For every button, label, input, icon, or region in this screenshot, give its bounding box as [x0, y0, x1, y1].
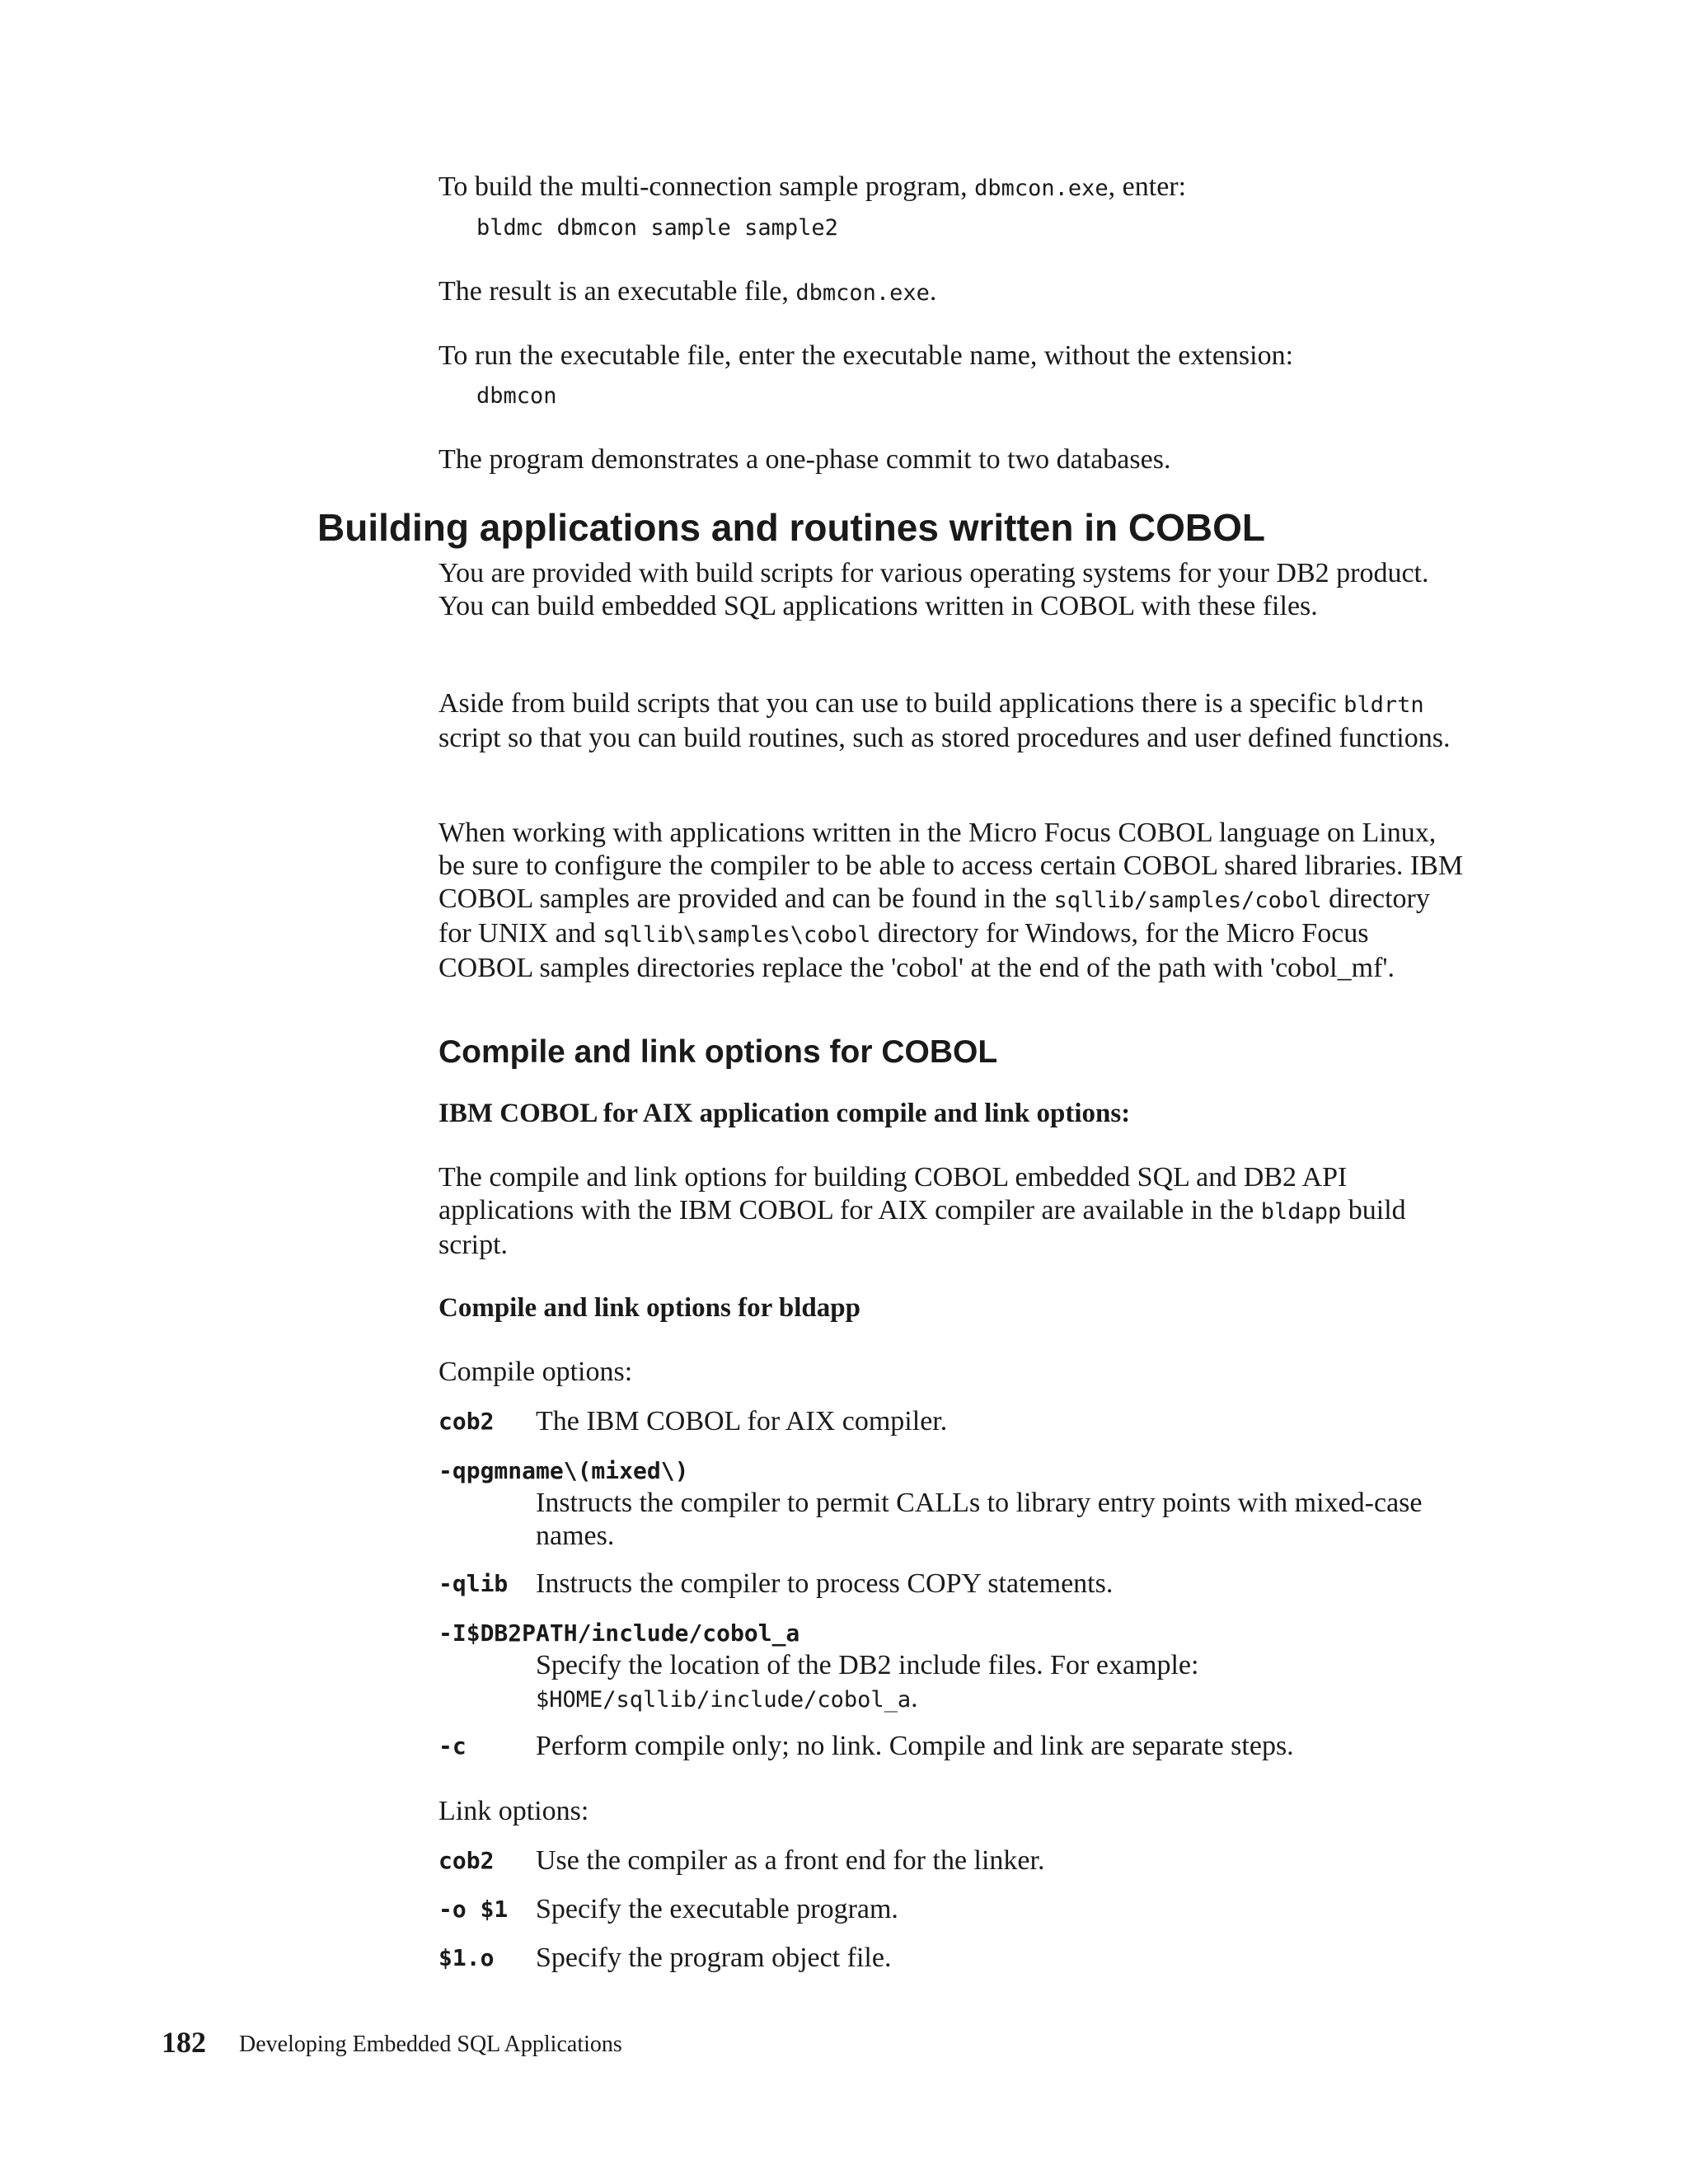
text-span: When working with applications written in the Micro Focus COBOL language on Linux, be sure to configure the compiler to be able to access certain COBOL shared libraries. IBM COBOL samples are provided and can be found in the	[438, 818, 1464, 914]
text-span: To build the multi-connection sample program,	[438, 171, 975, 202]
demo-text: The program demonstrates a one-phase commit to two databases.	[438, 444, 1171, 475]
text-span: .	[929, 276, 937, 307]
code-inline: sqllib/samples/cobol	[1053, 888, 1322, 913]
text-span: Aside from build scripts that you can use to build applications there is a specific	[438, 688, 1344, 719]
section-para-3	[438, 817, 1469, 985]
option-term: -I$DB2PATH/include/cobol_a	[438, 1619, 800, 1647]
code-inline: $HOME/sqllib/include/cobol_a	[536, 1687, 912, 1713]
option-term: -qlib	[438, 1570, 509, 1597]
text-span: , enter:	[1108, 171, 1187, 202]
aix-options-heading: IBM COBOL for AIX application compile and link options:	[438, 1099, 1131, 1128]
text-span: build script.	[438, 1195, 1406, 1260]
bldapp-options-heading: Compile and link options for bldapp	[438, 1293, 860, 1323]
option-description: Specify the executable program.	[536, 1894, 898, 1924]
run-instruction: To run the executable file, enter the executable name, without the extension:	[438, 340, 1294, 371]
section-para-2	[438, 687, 1469, 755]
text-span: Specify the location of the DB2 include files. For example:	[536, 1650, 1199, 1680]
option-description: Perform compile only; no link. Compile and link are separate steps.	[536, 1731, 1294, 1761]
code-inline: bldapp	[1260, 1199, 1342, 1225]
option-description: The IBM COBOL for AIX compiler.	[536, 1406, 948, 1436]
option-description: Specify the program object file.	[536, 1943, 892, 1973]
code-inline: sqllib\samples\cobol	[603, 922, 871, 948]
build-command: bldmc dbmcon sample sample2	[476, 215, 838, 241]
code-inline: bldrtn	[1343, 692, 1424, 718]
text-span: directory for UNIX and	[438, 883, 1430, 949]
option-term: cob2	[438, 1847, 495, 1874]
result-text	[438, 275, 1469, 310]
code-inline: dbmcon.exe	[795, 280, 930, 306]
text-span: .	[911, 1683, 918, 1713]
compile-options-label: Compile options:	[438, 1357, 633, 1387]
section-para-1: You are provided with build scripts for various operating systems for your DB2 product. You can build embedded SQL applications written in COBOL with these files.	[438, 558, 1429, 621]
text-span: The result is an executable file,	[438, 276, 796, 307]
option-description: Use the compiler as a front end for the linker.	[536, 1845, 1045, 1876]
build-instruction	[438, 171, 1469, 205]
link-options-label: Link options:	[438, 1796, 589, 1826]
text-span: script so that you can build routines, such as stored procedures and user defined functions.	[438, 723, 1451, 753]
section-heading: Building applications and routines written in COBOL	[317, 506, 1266, 549]
option-description: Instructs the compiler to process COPY statements.	[536, 1568, 1114, 1599]
option-description: Instructs the compiler to permit CALLs to library entry points with mixed-case names.	[536, 1488, 1423, 1551]
subsection-heading: Compile and link options for COBOL	[438, 1034, 998, 1070]
option-description	[536, 1649, 1467, 1717]
option-term: -c	[438, 1732, 467, 1760]
aix-options-para	[438, 1161, 1469, 1262]
text-span: directory for Windows, for the Micro Focus COBOL samples directories replace the 'cobol' at the end of the path with 'cobol_mf'.	[438, 918, 1395, 983]
text-span: The compile and link options for building COBOL embedded SQL and DB2 API applications with the IBM COBOL for AIX compiler are available in the	[438, 1162, 1348, 1226]
option-term: -qpgmname\(mixed\)	[438, 1457, 689, 1484]
page-number: 182	[162, 2026, 206, 2059]
option-term: -o $1	[438, 1896, 509, 1923]
run-command: dbmcon	[476, 383, 557, 409]
code-inline: dbmcon.exe	[974, 176, 1109, 201]
option-term: cob2	[438, 1408, 495, 1435]
option-term: $1.o	[438, 1944, 495, 1971]
book-title: Developing Embedded SQL Applications	[239, 2032, 622, 2057]
